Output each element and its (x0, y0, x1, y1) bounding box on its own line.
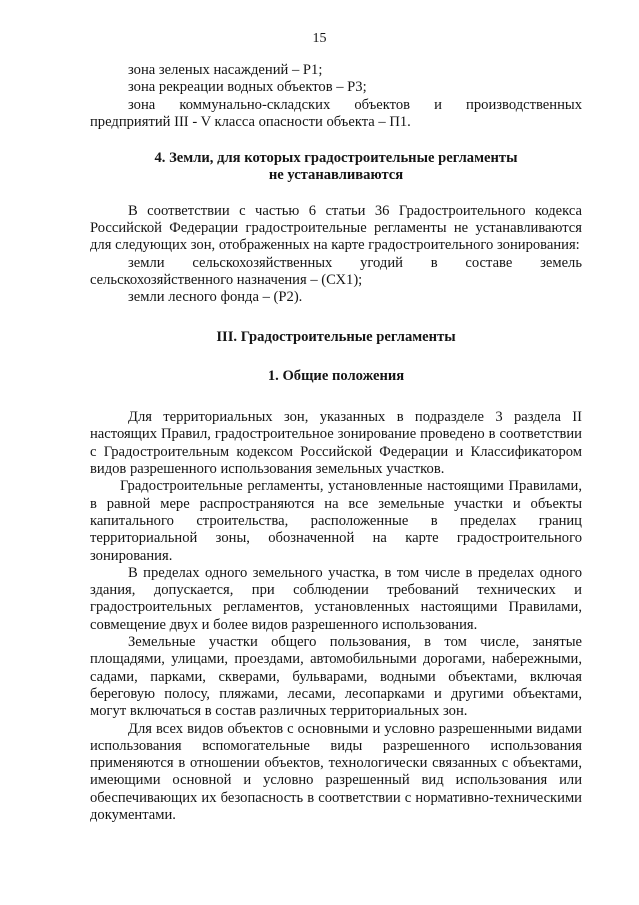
section-4-item-agricultural: земли сельскохозяйственных угодий в составе земель сельскохозяйственного назначения – (СХ1); (90, 254, 582, 288)
general-paragraph-2: Градостроительные регламенты, установленные настоящими Правилами, в равной мере распространяются на все земельные участки и объекты капитального строительства, расположенные в пределах границ территориальной зоны, обозначенной на карте градостроительного зонирования. (90, 478, 582, 564)
general-paragraph-1: Для территориальных зон, указанных в подразделе 3 раздела II настоящих Правил, градостроительное зонирование проведено в соответствии с Градостроительным кодексом Российской Федерации и Классификатором видов разрешенного использования земельных участков. (90, 409, 582, 478)
section-4-heading-line-1: 4. Земли, для которых градостроительные регламенты (154, 150, 518, 167)
section-4-item-forest: земли лесного фонда – (Р2). (128, 289, 303, 306)
general-paragraph-4: Земельные участки общего пользования, в том числе, занятые площадями, улицами, проездами, автомобильными дорогами, набережными, садами, парками, скверами, бульварами, водными объектами, включая береговую полосу, пляжами, лесами, лесопарками и другими объектами, могут включаться в состав различных территориальных зон. (90, 634, 582, 720)
zone-item-industrial: зона коммунально-складских объектов и производственных предприятий III - V класса опасности объекта – П1. (90, 96, 582, 130)
general-paragraph-3: В пределах одного земельного участка, в том числе в пределах одного здания, допускается, при соблюдении требований технических и градостроительных регламентов, установленных настоящими Правилами, совмещение двух и более видов разрешенного использования. (90, 564, 582, 633)
document-body (90, 62, 582, 824)
zone-item-green: зона зеленых насаждений – Р1; (128, 62, 323, 78)
general-paragraph-5: Для всех видов объектов с основными и условно разрешенными видами использования вспомогательные виды разрешенного использования применяются в отношении объектов, технологически связанных с объектами, имеющими основной и условно разрешенный вид использования или обеспечивающих их безопасность в соответствии с нормативно-техническими документами. (90, 720, 582, 823)
section-4-intro: В соответствии с частью 6 статьи 36 Градостроительного кодекса Российской Федерации градостроительные регламенты не устанавливаются для следующих зон, отображенных на карте градостроительного зонирования: (90, 202, 582, 254)
subsection-1-heading: 1. Общие положения (267, 367, 405, 384)
section-4-heading-line-2: не устанавливаются (268, 167, 404, 184)
part-3-heading: III. Градостроительные регламенты (216, 328, 456, 345)
page-number: 15 (312, 31, 327, 46)
zone-item-water-recreation: зона рекреации водных объектов – Р3; (128, 79, 367, 96)
